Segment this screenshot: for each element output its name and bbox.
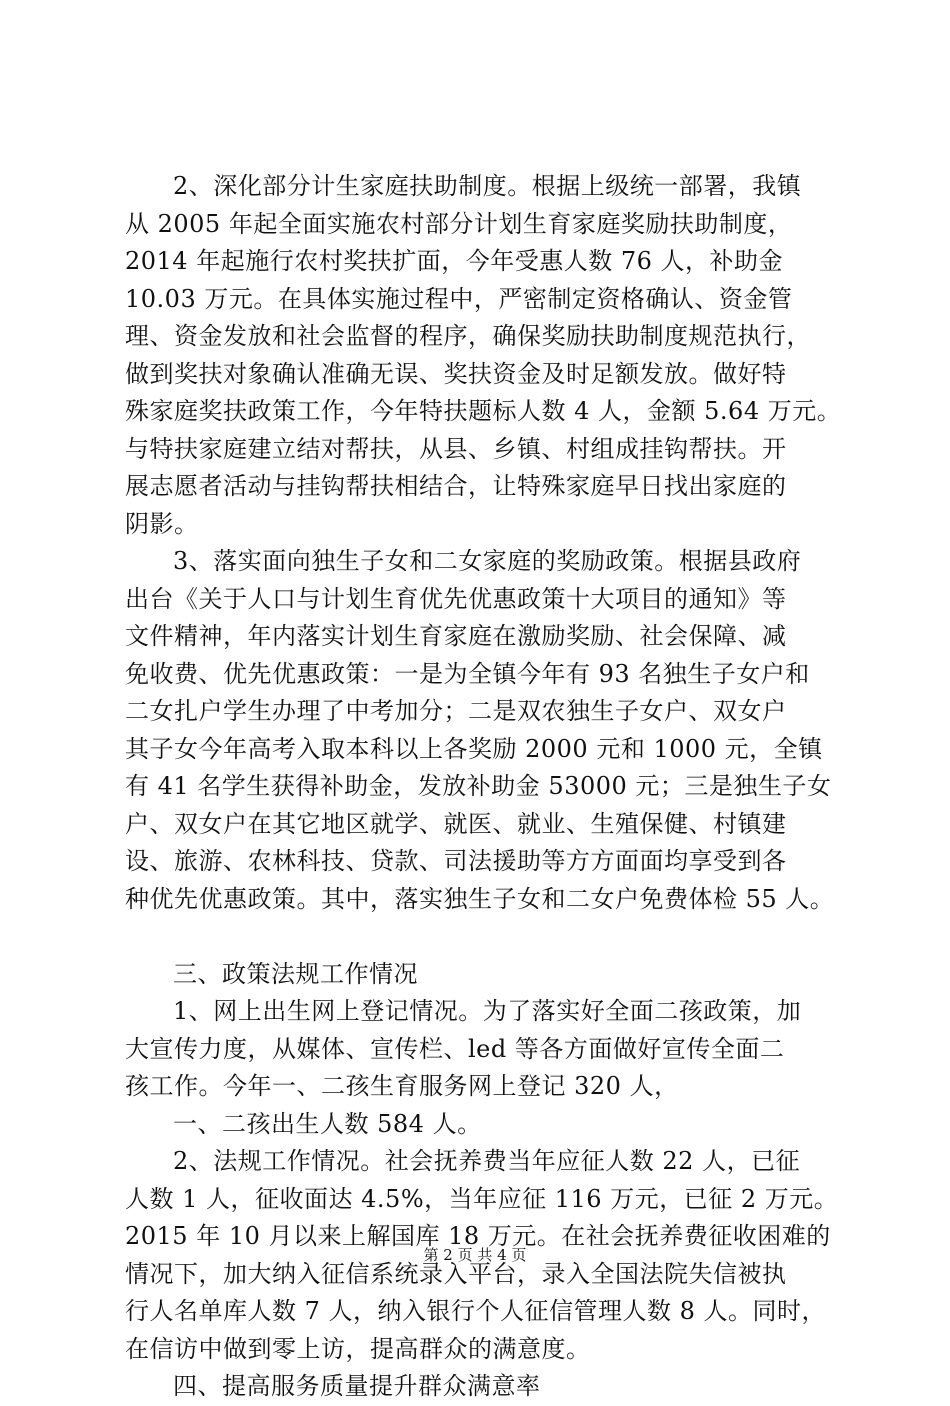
text-line: 文件精神，年内落实计划生育家庭在激励奖励、社会保障、减 [125, 622, 787, 650]
paragraph-family-assistance [125, 168, 842, 543]
paragraph-only-child-policy [125, 543, 835, 918]
text-line: 行人名单库人数 7 人，纳入银行个人征信管理人数 8 人。同时， [125, 1297, 827, 1325]
text-line: 2、法规工作情况。社会抚养费当年应征人数 22 人，已征 [173, 1147, 801, 1175]
text-line: 大宣传力度，从媒体、宣传栏、led 等各方面做好宣传全面二 [125, 1034, 785, 1063]
page-number-footer: 第 2 页 共 4 页 [423, 1246, 527, 1264]
text-line: 在信访中做到零上访，提高群众的满意度。 [125, 1334, 591, 1363]
text-line: 理、资金发放和社会监督的程序，确保奖励扶助制度规范执行， [125, 322, 811, 350]
paragraph-online-registration [125, 993, 830, 1106]
text-line: 2014 年起施行农村奖扶扩面，今年受惠人数 76 人，补助金 [125, 247, 784, 275]
section-heading-service-quality: 四、提高服务质量提升群众满意率 [173, 1372, 541, 1400]
text-line: 户、双女户在其它地区就学、就医、就业、生殖保健、村镇建 [125, 809, 787, 838]
text-line: 做到奖扶对象确认准确无误、奖扶资金及时足额发放。做好特 [125, 359, 787, 388]
text-line: 10.03 万元。在具体实施过程中，严密制定资格确认、资金管 [125, 284, 793, 313]
text-line: 种优先优惠政策。其中，落实独生子女和二女户免费体检 55 人。 [125, 884, 835, 913]
paragraph-birth-count: 一、二孩出生人数 584 人。 [173, 1109, 482, 1138]
text-line: 1、网上出生网上登记情况。为了落实好全面二孩政策，加 [173, 997, 802, 1025]
text-line: 出台《关于人口与计划生育优先优惠政策十大项目的通知》等 [125, 584, 787, 613]
document-body [125, 168, 842, 1406]
text-line: 免收费、优先优惠政策：一是为全镇今年有 93 名独生子女户和 [125, 659, 810, 688]
text-line: 殊家庭奖扶政策工作，今年特扶题标人数 4 人，金额 5.64 万元。 [125, 397, 842, 425]
text-line: 情况下，加大纳入征信系统录入平台，录入全国法院失信被执 [125, 1259, 787, 1288]
text-line: 与特扶家庭建立结对帮扶，从县、乡镇、村组成挂钩帮扶。开 [125, 434, 787, 463]
text-line: 人数 1 人，征收面达 4.5%，当年应征 116 万元，已征 2 万元。 [125, 1184, 839, 1213]
section-heading-policy-regulation: 三、政策法规工作情况 [173, 959, 418, 988]
text-line: 3、落实面向独生子女和二女家庭的奖励政策。根据县政府 [173, 547, 802, 575]
text-line: 孩工作。今年一、二孩生育服务网上登记 320 人， [125, 1072, 679, 1100]
text-line: 2015 年 10 月以来上解国库 18 万元。在社会抚养费征收困难的 [125, 1222, 831, 1250]
text-line: 阴影。 [125, 509, 199, 538]
text-line: 从 2005 年起全面实施农村部分计划生育家庭奖励扶助制度， [125, 209, 793, 238]
paragraph-spacer [125, 918, 830, 956]
text-line: 2、深化部分计生家庭扶助制度。根据上级统一部署，我镇 [173, 172, 802, 200]
text-line: 二女扎户学生办理了中考加分；二是双农独生子女户、双女户 [125, 697, 787, 725]
text-line: 其子女今年高考入取本科以上各奖励 2000 元和 1000 元，全镇 [125, 734, 823, 763]
text-line: 设、旅游、农林科技、贷款、司法援助等方方面面均享受到各 [125, 847, 787, 875]
text-line: 展志愿者活动与挂钩帮扶相结合，让特殊家庭早日找出家庭的 [125, 472, 787, 500]
text-line: 有 41 名学生获得补助金，发放补助金 53000 元；三是独生子女 [125, 772, 832, 800]
